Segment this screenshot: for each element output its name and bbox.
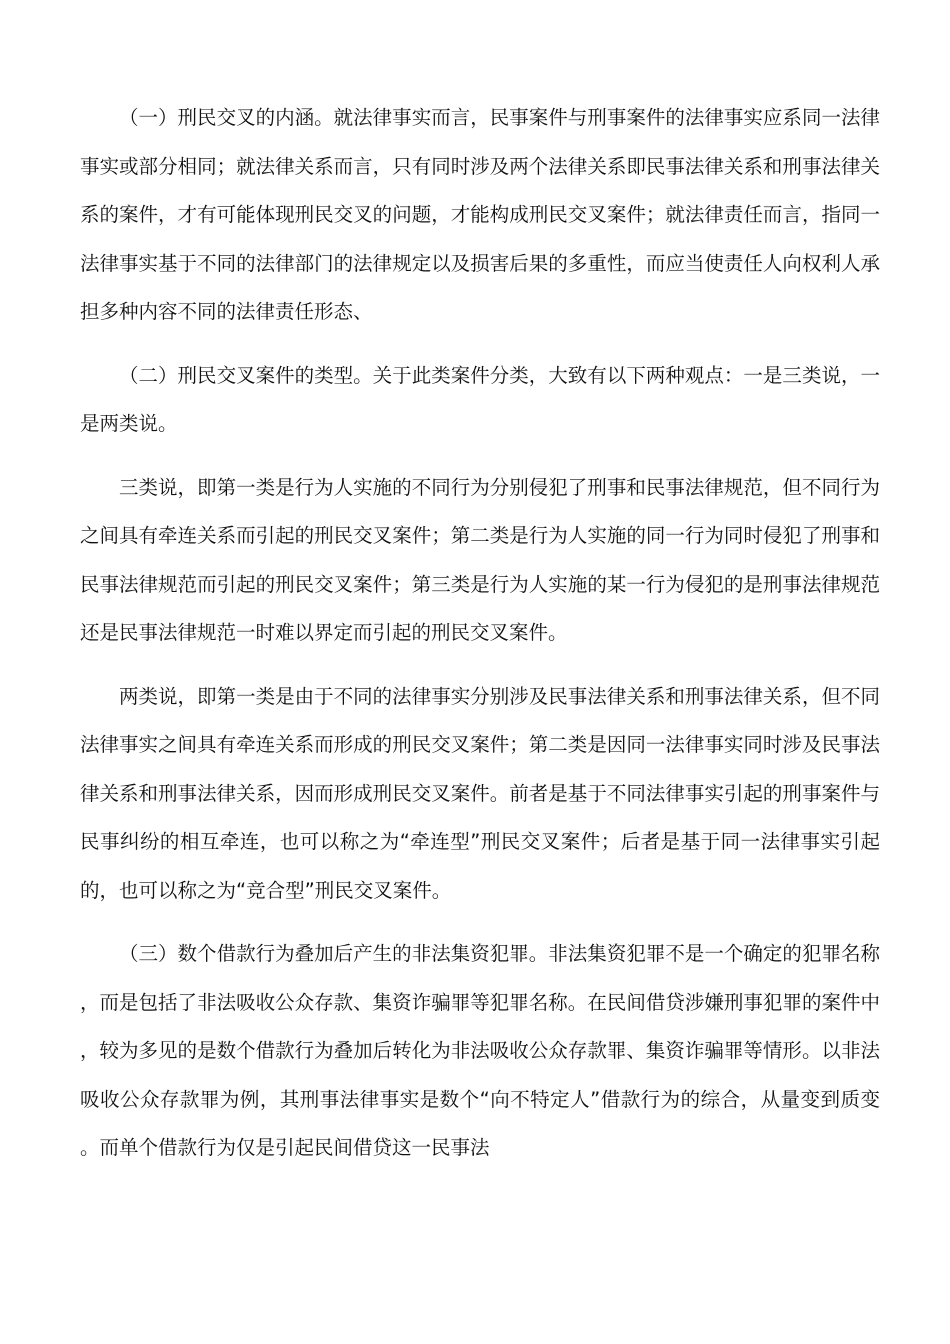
paragraph-case-types: （二）刑民交叉案件的类型。关于此类案件分类，大致有以下两种观点：一是三类说，一是两类说。 (80, 363, 880, 435)
paragraph-two-type-theory: 两类说，即第一类是由于不同的法律事实分别涉及民事法律关系和刑事法律关系，但不同法律事实之间具有牵连关系而形成的刑民交叉案件；第二类是因同一法律事实同时涉及民事法律关系和刑事法律关系，因而形成刑民交叉案件。前者是基于不同法律事实引起的刑事案件与民事纠纷的相互牵连，也可以称之为“牵连型”刑民交叉案件；后者是基于同一法律事实引起的，也可以称之为“竞合型”刑民交叉案件。 (80, 684, 880, 902)
paragraph-illegal-fundraising: （三）数个借款行为叠加后产生的非法集资犯罪。非法集资犯罪不是一个确定的犯罪名称，而是包括了非法吸收公众存款、集资诈骗罪等犯罪名称。在民间借贷涉嫌刑事犯罪的案件中，较为多见的是数个借款行为叠加后转化为非法吸收公众存款罪、集资诈骗罪等情形。以非法吸收公众存款罪为例，其刑事法律事实是数个“向不特定人”借款行为的综合，从量变到质变。而单个借款行为仅是引起民间借贷这一民事法 (80, 942, 880, 1159)
paragraph-three-type-theory: 三类说，即第一类是行为人实施的不同行为分别侵犯了刑事和民事法律规范，但不同行为之间具有牵连关系而引起的刑民交叉案件；第二类是行为人实施的同一行为同时侵犯了刑事和民事法律规范而引起的刑民交叉案件；第三类是行为人实施的某一行为侵犯的是刑事法律规范还是民事法律规范一时难以界定而引起的刑民交叉案件。 (80, 475, 880, 644)
document-body (80, 94, 880, 1188)
paragraph-connotation: （一）刑民交叉的内涵。就法律事实而言，民事案件与刑事案件的法律事实应系同一法律事实或部分相同；就法律关系而言，只有同时涉及两个法律关系即民事法律关系和刑事法律关系的案件，才有可能体现刑民交叉的问题，才能构成刑民交叉案件；就法律责任而言，指同一法律事实基于不同的法律部门的法律规定以及损害后果的多重性，而应当使责任人向权利人承担多种内容不同的法律责任形态、 (80, 106, 880, 323)
